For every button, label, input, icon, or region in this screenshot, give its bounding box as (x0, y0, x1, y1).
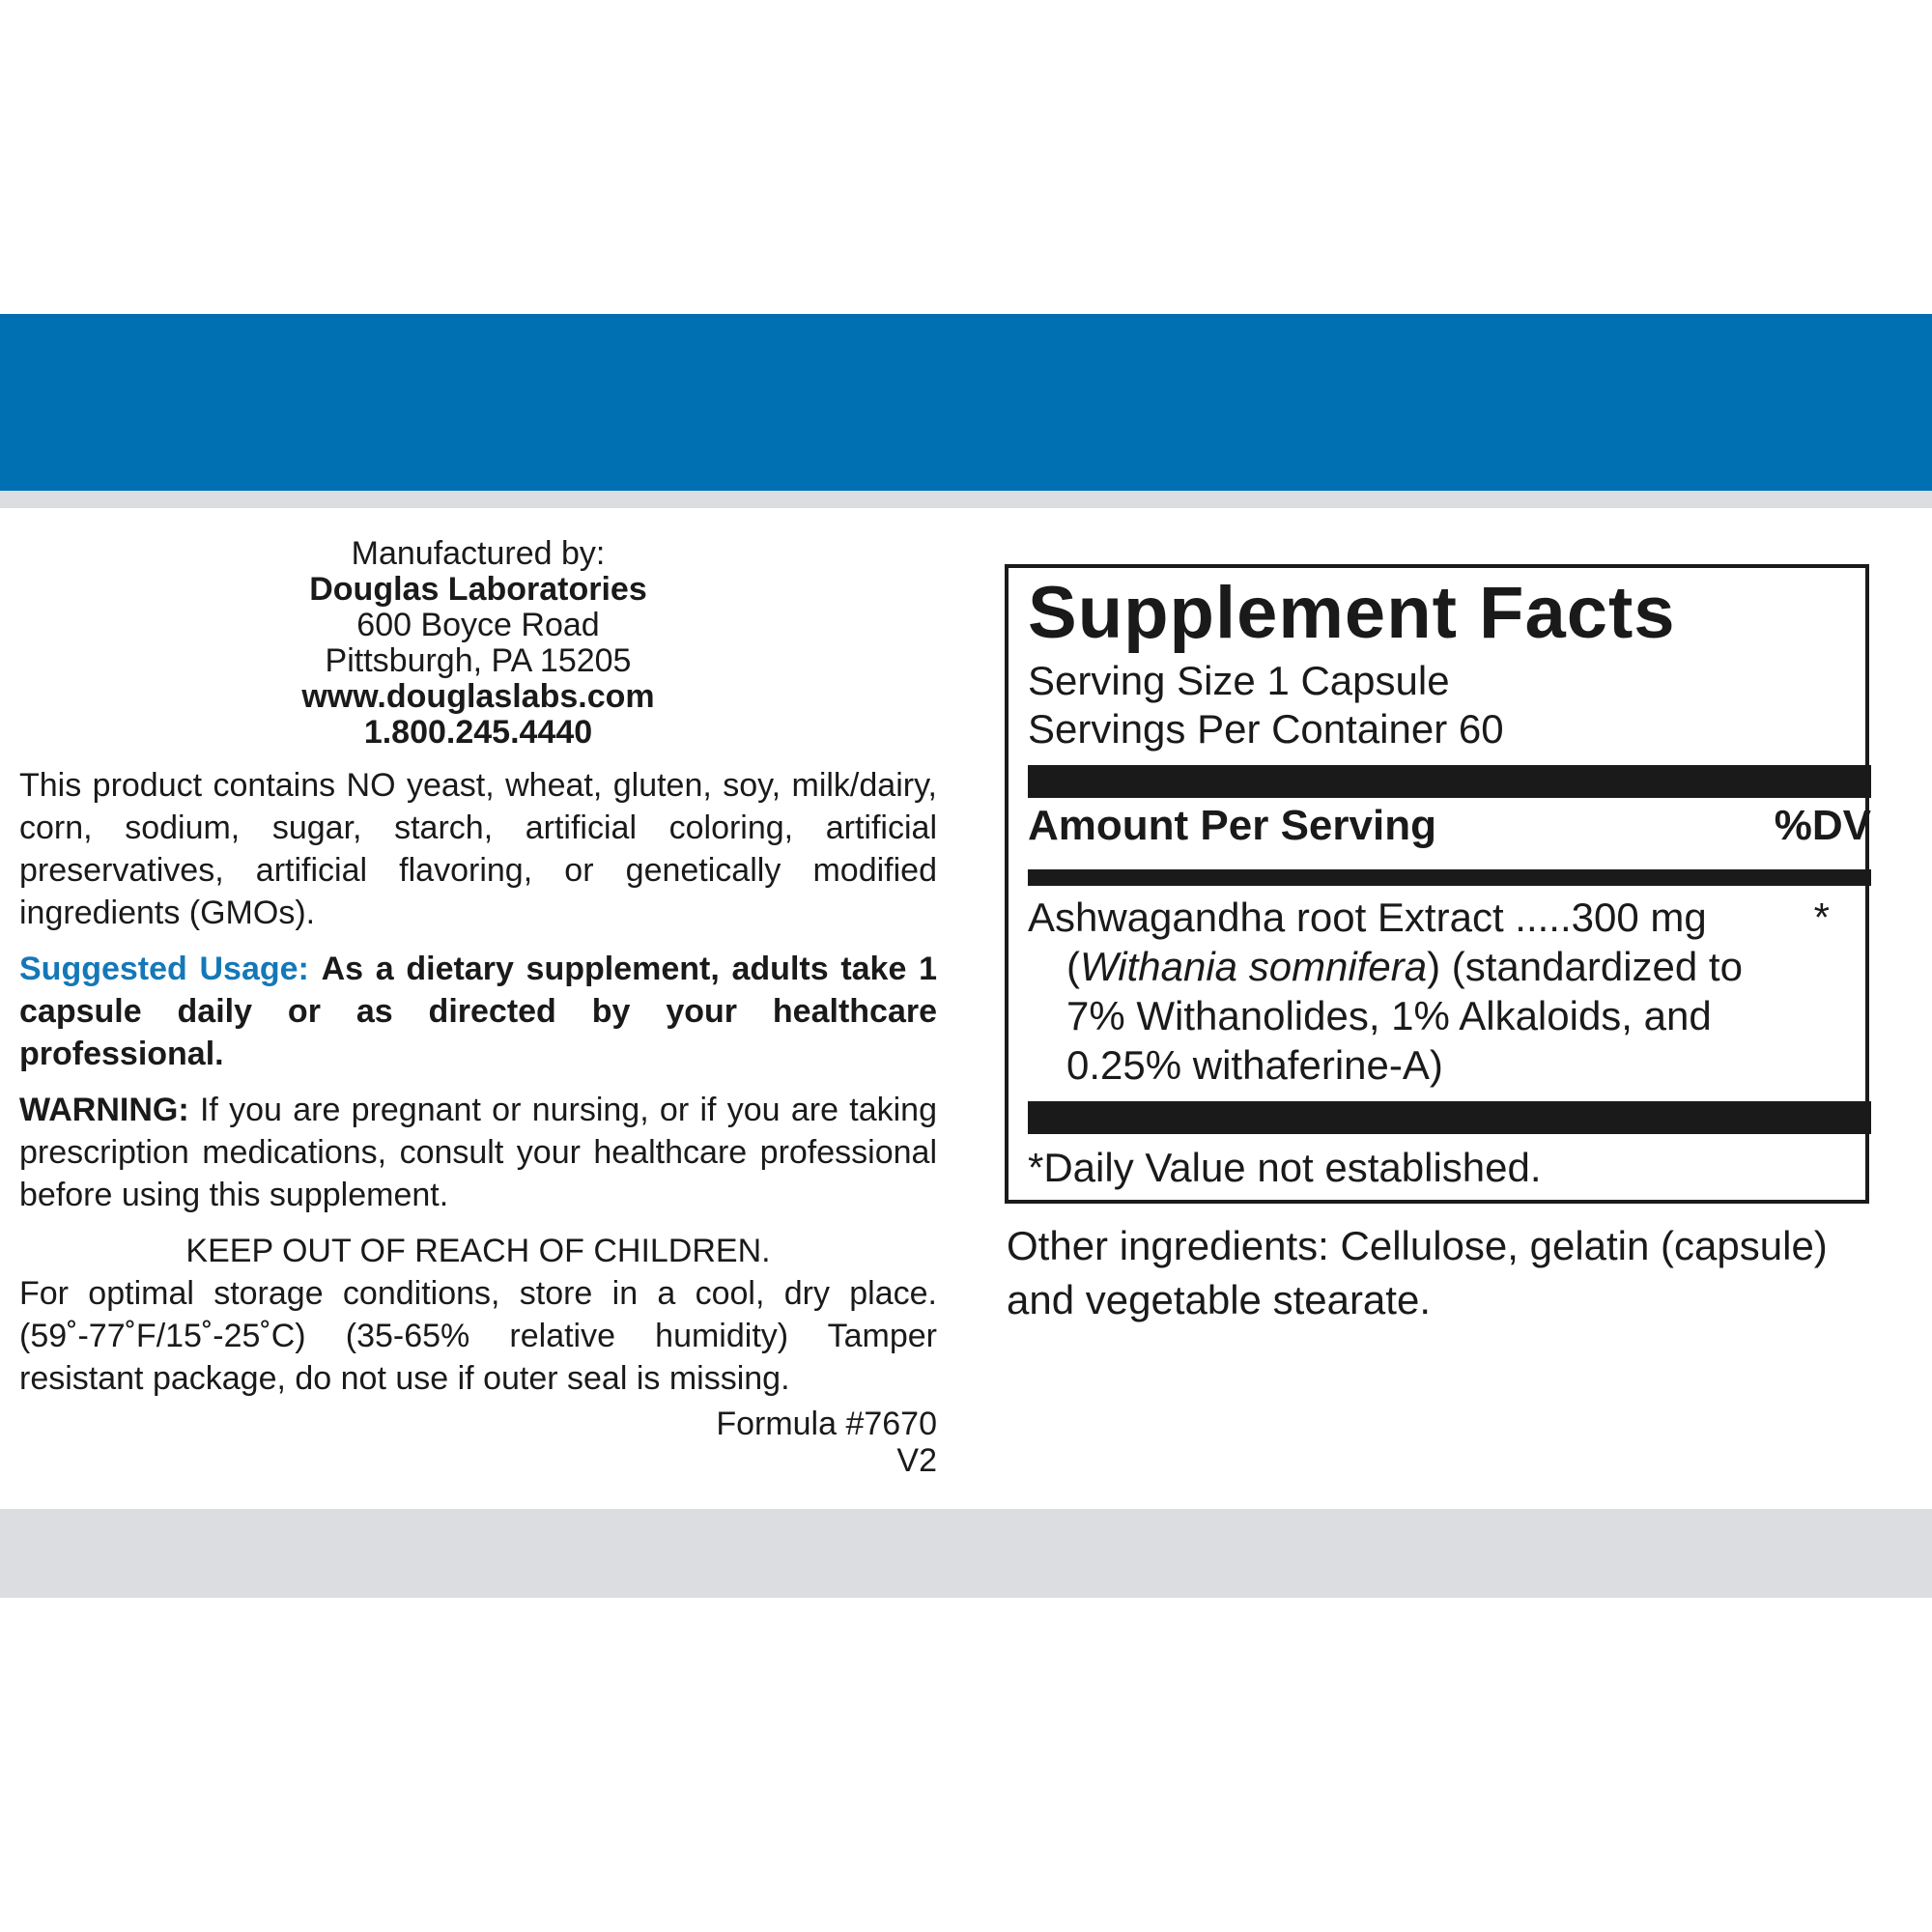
suggested-usage-label: Suggested Usage: (19, 951, 309, 987)
facts-divider-thick-bottom (1028, 1101, 1871, 1134)
label-left-column (19, 536, 937, 1479)
formula-block (19, 1406, 937, 1479)
facts-title: Supplement Facts (1028, 572, 1676, 654)
ingredient-row (1028, 893, 1859, 1090)
facts-footnote: *Daily Value not established. (1028, 1145, 1542, 1190)
serving-size: Serving Size 1 Capsule (1028, 658, 1450, 703)
header-gray-stripe (0, 491, 1932, 508)
manufacturer-phone: 1.800.245.4440 (363, 714, 593, 751)
supplement-facts-panel (1005, 564, 1869, 1204)
ingredient-detail-line2: 7% Withanolides, 1% Alkaloids, and (1066, 993, 1712, 1038)
suggested-usage (19, 948, 937, 1075)
warning (19, 1089, 937, 1216)
warning-label: WARNING: (19, 1092, 189, 1128)
formula-version: V2 (896, 1442, 937, 1479)
ingredient-dv: * (1813, 895, 1830, 940)
other-ingredients: Other ingredients: Cellulose, gelatin (capsule) and vegetable stearate. (1007, 1223, 1828, 1322)
ingredient-latin-name: Withania somnifera (1080, 944, 1428, 989)
formula-number: Formula #7670 (716, 1406, 937, 1442)
dv-header: %DV (1774, 802, 1871, 849)
manufacturer-block (19, 536, 937, 751)
manufacturer-label: Manufactured by: (351, 535, 606, 572)
allergen-statement: This product contains NO yeast, wheat, gluten, soy, milk/dairy, corn, sodium, sugar, starch, artificial coloring, artificial preservatives, artificial flavoring, or genetically modified ingredients (GMOs). (19, 767, 937, 931)
manufacturer-city: Pittsburgh, PA 15205 (325, 642, 632, 679)
footer-gray-band (0, 1509, 1932, 1598)
facts-divider-thick (1028, 765, 1871, 798)
storage-instructions: For optimal storage conditions, store in a cool, dry place. (59˚-77˚F/15˚-25˚C) (35-65% relative humidity) Tamper resistant package, do not use if outer seal is missing. (19, 1275, 937, 1397)
header-blue-band (0, 314, 1932, 491)
ingredient-detail-line3: 0.25% withaferine-A) (1066, 1042, 1443, 1088)
suggested-usage-text: As a dietary supplement, adults take 1 capsule daily or as directed by your healthcare professional. (19, 951, 937, 1072)
manufacturer-street: 600 Boyce Road (356, 607, 600, 643)
amount-per-serving-label: Amount Per Serving (1028, 802, 1436, 849)
keep-out-of-reach: KEEP OUT OF REACH OF CHILDREN. (185, 1233, 771, 1269)
facts-divider-medium (1028, 869, 1871, 886)
servings-per-container: Servings Per Container 60 (1028, 706, 1504, 752)
ingredient-name-amount: Ashwagandha root Extract .....300 mg (1028, 895, 1707, 940)
warning-text: If you are pregnant or nursing, or if you are taking prescription medications, consult your healthcare professional before using this supplement. (19, 1092, 937, 1213)
manufacturer-name: Douglas Laboratories (309, 571, 647, 608)
manufacturer-website: www.douglaslabs.com (301, 678, 655, 715)
amount-header-row (1028, 800, 1871, 852)
ingredient-detail-line1: (Withania somnifera) (standardized to (1066, 944, 1743, 989)
